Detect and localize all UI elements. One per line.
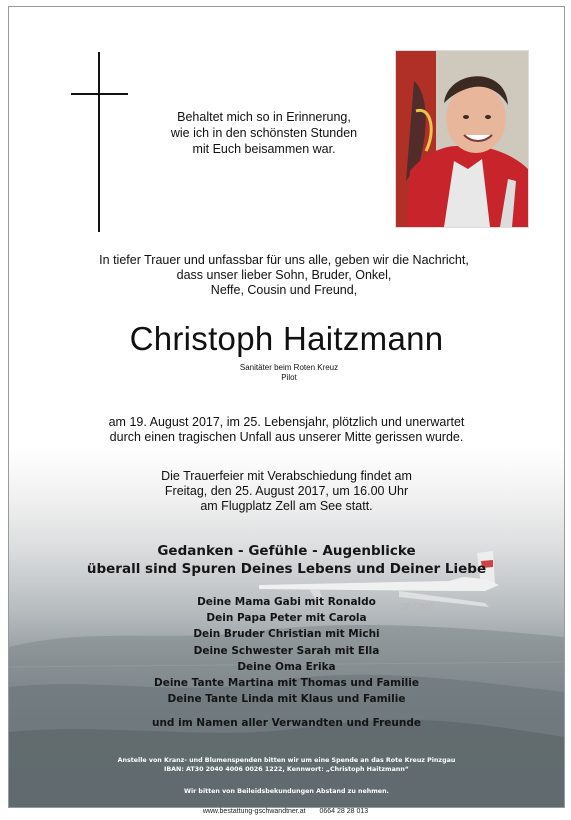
plane-registration: OE-CWM (399, 602, 434, 611)
role-line: Pilot (281, 373, 297, 382)
announcement-line: Neffe, Cousin und Freund, (210, 283, 358, 297)
footer-phone: 0664 28 28 013 (319, 808, 369, 815)
announcement-text (69, 253, 499, 298)
cross-vertical-bar (98, 52, 100, 232)
family-member: Deine Schwester Sarah mit Ella (193, 644, 380, 657)
obituary-card (8, 6, 565, 808)
donation-line: Anstelle von Kranz- und Blumenspenden bitten wir um eine Spende an das Rote Kreuz Pinzgau (117, 757, 456, 764)
donation-request (49, 756, 524, 774)
family-member: Dein Bruder Christian mit Michi (193, 628, 380, 641)
motto-line: überall sind Spuren Deines Lebens und Deiner Liebe (86, 561, 487, 577)
deceased-roles (189, 363, 389, 383)
announcement-line: In tiefer Trauer und unfassbar für uns alle, geben wir die Nachricht, (99, 253, 469, 267)
condolence-note: Wir bitten von Beileidsbekundungen Abstand zu nehmen. (184, 788, 389, 795)
family-member: Deine Tante Martina mit Thomas und Familie (153, 677, 420, 690)
quote-line: wie ich in den schönsten Stunden (170, 126, 358, 140)
footer-website[interactable]: www.bestattung-gschwandtner.at (202, 808, 306, 815)
quote-line: mit Euch beisammen war. (192, 142, 336, 156)
family-member: Deine Oma Erika (237, 660, 336, 673)
family-member: Deine Tante Linda mit Klaus und Familie (167, 693, 406, 706)
cross-horizontal-bar (71, 93, 128, 95)
ceremony-info (89, 469, 484, 514)
role-line: Sanitäter beim Roten Kreuz (239, 363, 339, 372)
portrait-illustration (396, 51, 528, 227)
family-member: Dein Papa Peter mit Carola (206, 612, 367, 625)
ceremony-line: Freitag, den 25. August 2017, um 16.00 Uhr (164, 484, 409, 498)
quote-line: Behaltet mich so in Erinnerung, (177, 110, 351, 124)
memorial-quote (139, 109, 389, 157)
ceremony-line: Die Trauerfeier mit Verabschiedung findet am (161, 469, 412, 483)
family-member: Deine Mama Gabi mit Ronaldo (197, 596, 376, 608)
portrait-photo (395, 50, 529, 228)
death-line: durch einen tragischen Unfall aus unserer Mitte gerissen wurde. (109, 430, 464, 444)
death-line: am 19. August 2017, im 25. Lebensjahr, plötzlich und unerwartet (108, 415, 465, 429)
motto-line: Gedanken - Gefühle - Augenblicke (157, 543, 416, 559)
relatives-line: und im Namen aller Verwandten und Freunde (151, 717, 422, 729)
deceased-name: Christoph Haitzmann (129, 320, 444, 357)
death-notice (49, 415, 524, 445)
family-list (69, 594, 504, 707)
footer (0, 808, 571, 815)
donation-line: IBAN: AT30 2040 4006 0026 1222, Kennwort: „Christoph Haitzmann“ (164, 766, 409, 773)
announcement-line: dass unser lieber Sohn, Bruder, Onkel, (176, 268, 392, 282)
motto (49, 542, 524, 578)
ceremony-line: am Flugplatz Zell am See statt. (200, 499, 373, 513)
